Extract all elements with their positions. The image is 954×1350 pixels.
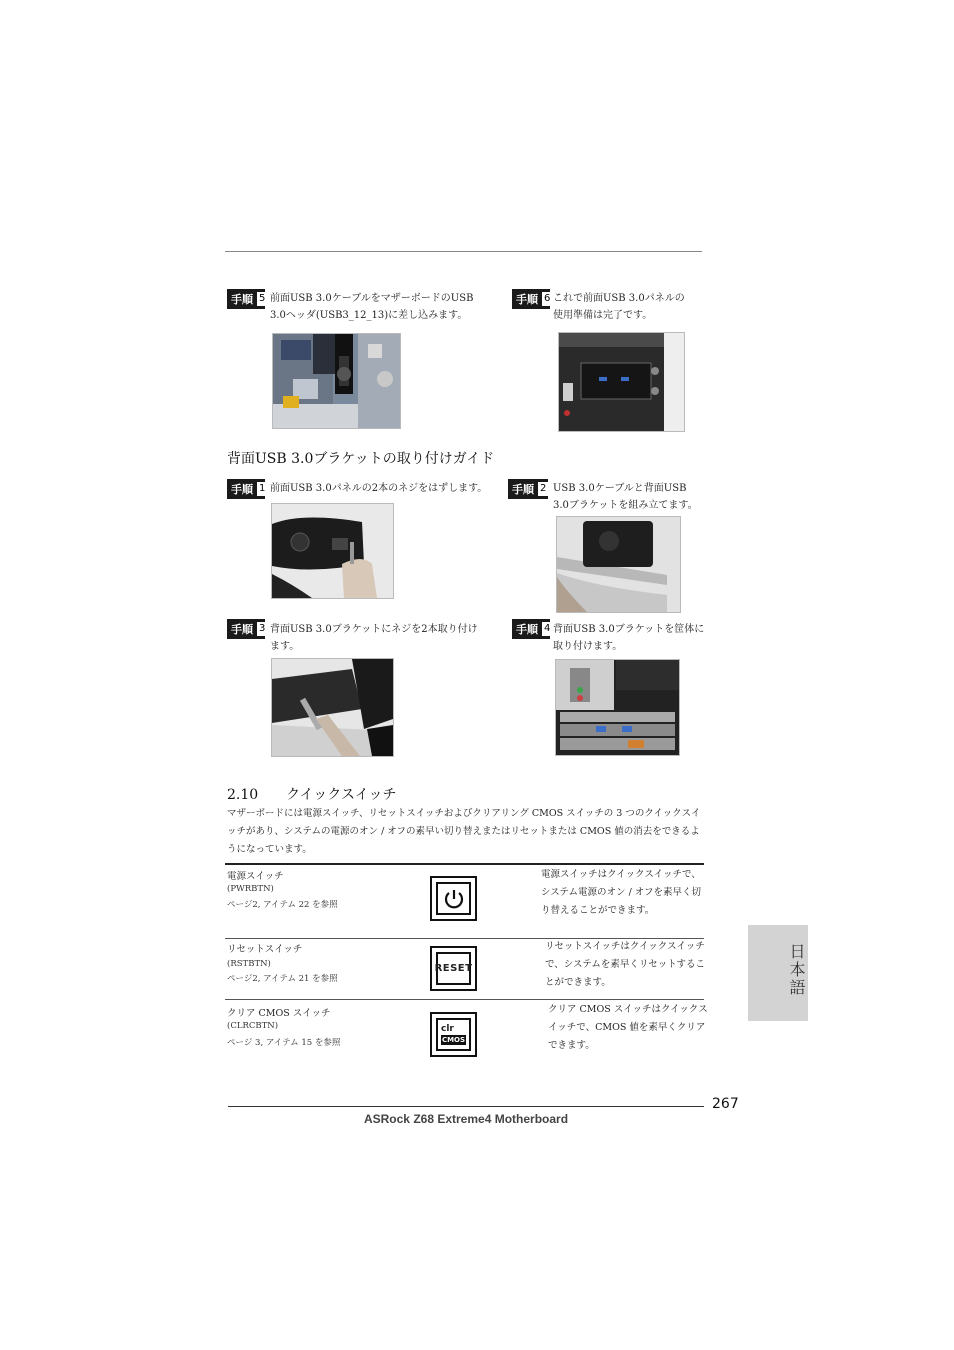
step-label: 手順: [516, 293, 538, 306]
switch-intro: マザーボードには電源スイッチ、リセットスイッチおよびクリアリング CMOS スイッチの 3 つのクイックスイッチがあり、システムの電源のオン / オフの素早い切り替えまたはリセットまたは CMOS 値の消去をできるようになっています。: [227, 808, 701, 855]
photo-chassis-install: [555, 659, 680, 756]
step-6-text: これで前面USB 3.0パネルの 使用準備は完了です。: [553, 293, 685, 321]
clrcmos-switch-desc: クリア CMOS スイッチはクイックス イッチで、CMOS 値を素早くクリア できます。: [548, 1004, 708, 1051]
power-switch-name: 電源スイッチ: [227, 871, 284, 882]
reset-switch-graphic: [430, 946, 477, 991]
reset-button-face: [436, 952, 471, 985]
reset-switch-ref: ページ2, アイテム 21 を参照: [227, 974, 338, 984]
power-switch-code: (PWRBTN): [227, 884, 274, 894]
power-switch-desc: 電源スイッチはクイックスイッチで、 システム電源のオン / オフを素早く切 り替えることができます。: [541, 869, 702, 916]
reset-switch-code: (RSTBTN): [227, 959, 271, 969]
clrcmos-button-face: [436, 1018, 471, 1051]
step-1-text: 前面USB 3.0パネルの2本のネジをはずします。: [270, 483, 488, 494]
step-label: 手順: [231, 623, 253, 636]
step-4-text: 背面USB 3.0ブラケットを筐体に 取り付けます。: [553, 624, 705, 652]
footer-title: ASRock Z68 Extreme4 Motherboard: [363, 1112, 569, 1126]
section-rear-title: 背面USB 3.0ブラケットの取り付けガイド: [227, 451, 495, 467]
photo-attach-screws: [271, 658, 394, 757]
table-row-rule: [225, 999, 704, 1000]
reset-switch-desc: リセットスイッチはクイックスイッチ で、システムを素早くリセットするこ とができます。: [545, 941, 705, 988]
reset-switch-name: リセットスイッチ: [227, 944, 303, 955]
step-number: 1: [259, 483, 266, 494]
step-1-tag: [227, 479, 265, 499]
photo-front-panel: [558, 332, 685, 432]
step-5-tag: [227, 289, 265, 309]
step-label: 手順: [231, 483, 253, 496]
clrcmos-switch-graphic: [430, 1012, 477, 1057]
step-label: 手順: [512, 483, 534, 496]
clrcmos-switch-name: クリア CMOS スイッチ: [227, 1008, 331, 1019]
step-3-tag: [227, 619, 265, 639]
power-switch-graphic: [430, 876, 477, 921]
power-icon: [436, 882, 471, 915]
page-number: 267: [712, 1096, 739, 1112]
step-2-tag: [508, 479, 548, 499]
step-number: 6: [544, 293, 551, 304]
step-label: 手順: [516, 623, 538, 636]
step-number: 2: [540, 483, 547, 494]
section-switch-title: 2.10 クイックスイッチ: [227, 787, 397, 803]
footer-rule: [228, 1106, 704, 1107]
power-switch-ref: ページ2, アイテム 22 を参照: [227, 900, 338, 910]
clrcmos-switch-ref: ページ 3, アイテム 15 を参照: [227, 1038, 341, 1048]
language-tab: [748, 925, 808, 1021]
language-tab-label: 日本語: [787, 943, 806, 997]
table-top-rule: [225, 863, 704, 865]
photo-remove-screws: [271, 503, 394, 599]
step-2-text: USB 3.0ケーブルと背面USB 3.0ブラケットを組み立てます。: [553, 483, 698, 511]
step-number: 4: [544, 623, 551, 634]
step-5-text: 前面USB 3.0ケーブルをマザーボードのUSB 3.0ヘッダ(USB3_12_13)に差し込みます。: [270, 293, 474, 321]
clrcmos-button-top: clr: [441, 1024, 454, 1034]
step-number: 5: [259, 293, 266, 304]
clrcmos-button-bottom: CMOS: [441, 1036, 466, 1044]
step-6-tag: [512, 289, 550, 309]
photo-usb-header: [272, 333, 401, 429]
top-rule: [225, 251, 702, 252]
photo-assemble-bracket: [556, 516, 681, 613]
step-3-text: 背面USB 3.0ブラケットにネジを2本取り付け ます。: [270, 624, 478, 652]
clrcmos-switch-code: (CLRCBTN): [227, 1021, 279, 1031]
step-4-tag: [512, 619, 550, 639]
step-number: 3: [259, 623, 266, 634]
step-label: 手順: [231, 293, 253, 306]
reset-button-label: RESET: [434, 963, 473, 974]
